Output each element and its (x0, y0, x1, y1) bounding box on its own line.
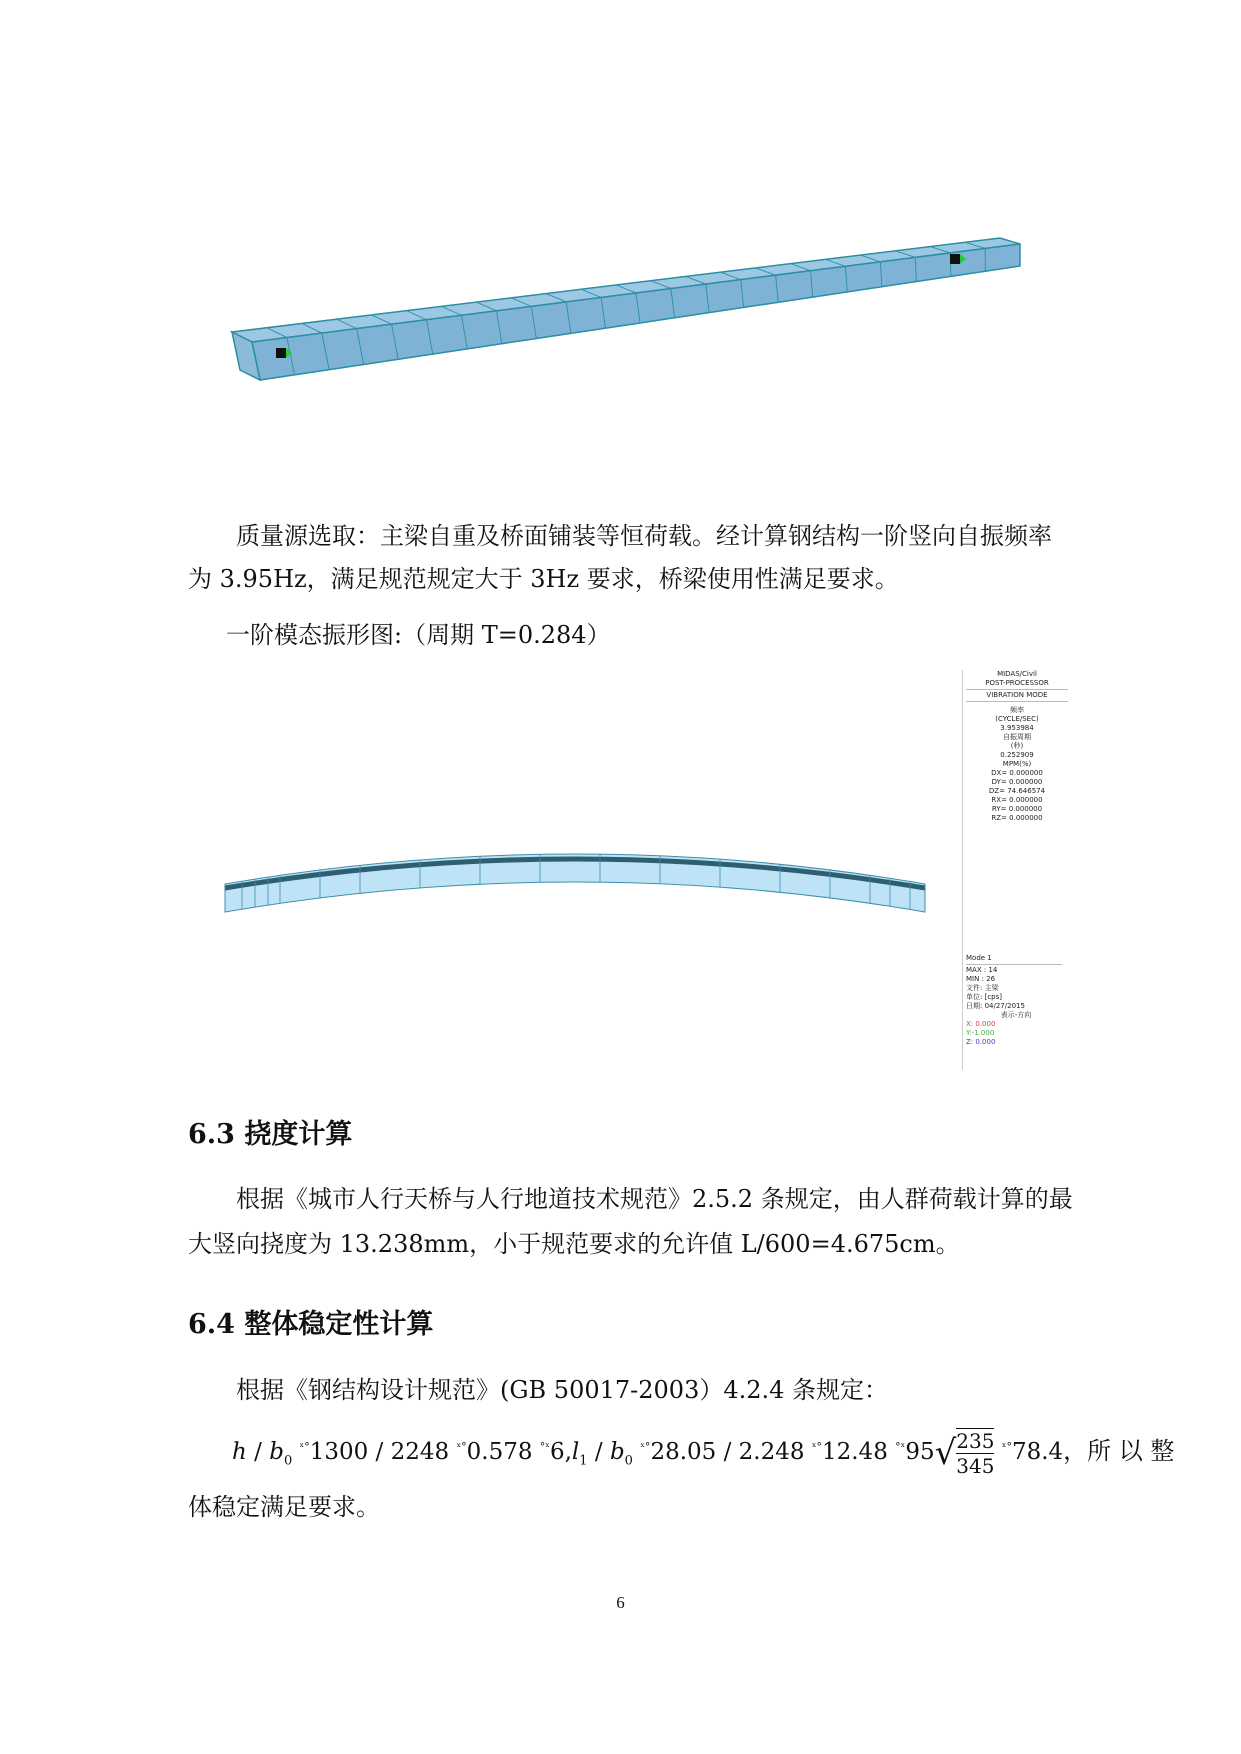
legend-z: Z: 0.000 (966, 1038, 996, 1046)
legend-period-value: 0.252909 (1000, 751, 1034, 759)
legend-direction: 表示-方向 (1000, 1011, 1032, 1019)
paragraph-stability-conclusion: 体稳定满足要求。 (188, 1493, 380, 1521)
legend-title: VIBRATION MODE (986, 691, 1048, 699)
legend-mode-block (966, 954, 1066, 1047)
legend-ry: RY= 0.000000 (991, 805, 1043, 813)
stability-formula: h / $b_0$ $^{ˣ^\circ}$1300 / 2248 $^{ˣ^\circ}$0.578 $^{^\circ ˣ}6,l_1 / b_0$ $^{ˣ^\circ}$28.05 / 2.248 $^{ˣ^\circ}$12.48 $^{^\circ ˣ}$95√ $\frac{235}{345}$ $^{ˣ^\circ}$78.4，所 以 整 (232, 1429, 1175, 1478)
legend-period-unit: (秒) (1010, 742, 1024, 750)
paragraph-deflection-line1: 根据《城市人行天桥与人行地道技术规范》2.5.2 条规定，由人群荷载计算的最 (236, 1185, 1073, 1213)
girder-side-face (252, 244, 1020, 380)
legend-rx: RX= 0.000000 (991, 796, 1043, 804)
legend-freq-label: 频率 (1010, 706, 1024, 714)
legend-software: MIDAS/Civil (997, 670, 1037, 678)
right-support-marker (950, 254, 960, 264)
legend-unit: 单位: [cps] (966, 993, 1002, 1001)
paragraph-mass-source-line1: 质量源选取：主梁自重及桥面铺装等恒荷载。经计算钢结构一阶竖向自振频率 (236, 522, 1052, 550)
mode-shape-figure (220, 830, 930, 930)
legend-processor: POST-PROCESSOR (985, 679, 1049, 687)
paragraph-stability-intro: 根据《钢结构设计规范》(GB 50017-2003）4.2.4 条规定： (236, 1376, 889, 1404)
legend-dz: DZ= 74.646574 (988, 787, 1046, 795)
page-number: 6 (616, 1593, 625, 1612)
legend-mode: Mode 1 (966, 954, 992, 962)
legend-dx: DX= 0.000000 (991, 769, 1043, 777)
legend-x: X: 0.000 (966, 1020, 996, 1028)
paragraph-deflection-line2: 大竖向挠度为 13.238mm，小于规范要求的允许值 L/600=4.675cm。 (188, 1230, 960, 1258)
legend-y: Y:-1.000 (966, 1029, 995, 1037)
vibration-mode-legend (962, 670, 1072, 1070)
deck-top-surface (232, 238, 1020, 342)
bridge-3d-model-figure (220, 230, 1030, 400)
legend-mpm-label: MPM(%) (1002, 760, 1032, 768)
legend-freq-value: 3.953984 (1000, 724, 1034, 732)
left-support-marker (276, 348, 286, 358)
legend-min: MIN : 26 (966, 975, 996, 983)
paragraph-mass-source-line2: 为 3.95Hz，满足规范规定大于 3Hz 要求，桥梁使用性满足要求。 (188, 565, 899, 593)
legend-date: 日期: 04/27/2015 (966, 1002, 1025, 1010)
legend-file: 文件: 主梁 (966, 984, 999, 992)
heading-6-3: 6.3 挠度计算 (188, 1119, 353, 1150)
legend-period-label: 自振周期 (1003, 733, 1031, 741)
legend-freq-unit: (CYCLE/SEC) (995, 715, 1039, 723)
mode-shape-body (225, 854, 925, 912)
legend-dy: DY= 0.000000 (991, 778, 1043, 786)
legend-rz: RZ= 0.000000 (991, 814, 1043, 822)
legend-max: MAX : 14 (966, 966, 998, 974)
heading-6-4: 6.4 整体稳定性计算 (188, 1309, 434, 1340)
paragraph-mode-caption: 一阶模态振形图:（周期 T=0.284） (226, 621, 611, 649)
